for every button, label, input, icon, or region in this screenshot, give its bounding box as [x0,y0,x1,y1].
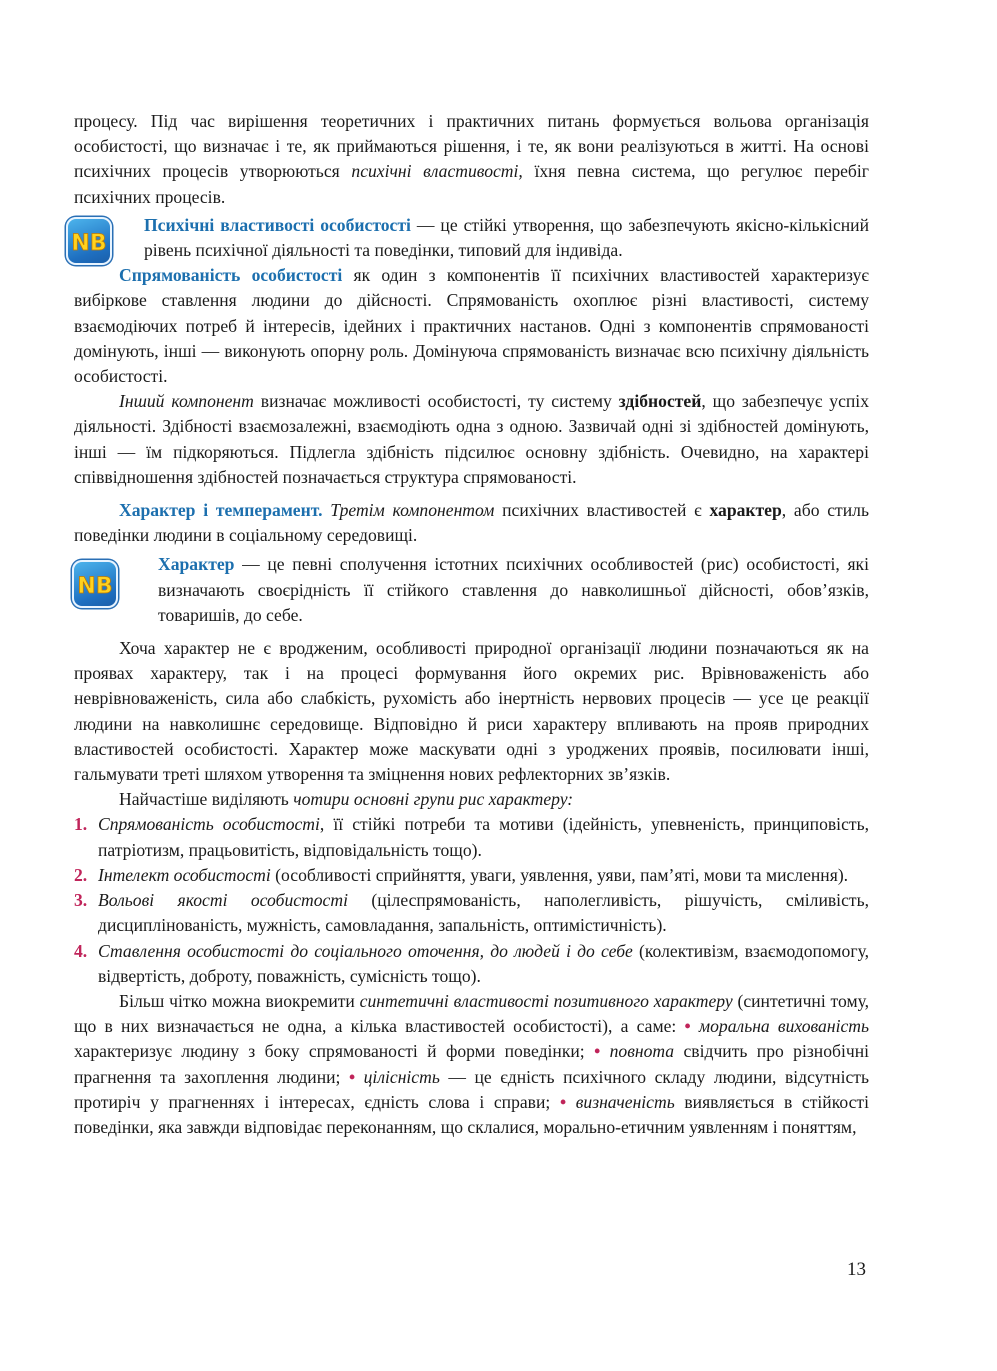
page-number: 13 [847,1259,866,1280]
paragraph-3: Інший компонент визначає можливості особистості, ту систему здібностей, що забезпечує успіх діяльності. Здібності взаємозалежні, взаємодіють одна з одною. Зазвичай одні зі здібностей домінують, інші — їм підкоряються. Підлегла здібність підсилює основну здібність. Очевидно, на характері співвідношення здібностей позначається структура спрямованості. [74,391,869,487]
list-item: 1. Спрямованість особистості, її стійкі потреби та мотиви (ідейність, упевненість, принциповість, патріотизм, працьовитість, відповідальність тощо). [74,814,869,860]
list-item: 3. Вольові якості особистості (цілеспрямованість, наполегливість, рішучість, сміливість, дисциплінованість, мужність, самовладання, запальність, оптимістичність). [74,890,869,936]
definition-1: Психічні властивості особистості — це стійкі утворення, що забезпечують якісно-кількісний рівень психічної діяльності та поведінки, типовий для індивіда. [144,214,870,261]
svg-text:NB: NB [77,574,113,600]
paragraph-7: Більш чітко можна виокремити синтетичні властивості позитивного характеру (синтетичні тому, що в них визначається не одна, а кілька властивостей особистості), а саме: • моральна вихованість характеризує людину з боку спрямованості й форми поведінки; • повнота свідчить про різнобічні прагнення та захоплення людини; • цілісність — це єдність психічного складу людини, відсутність протиріч у прагненнях і інтересах, єдність слова і справи; • визначеність виявляється в стійкості поведінки, яка завжди відповідає переконанням, що склалися, морально-етичним уявленням і поняттям, [74,990,870,1137]
definition-block-1 [71,213,870,263]
list-item: 4. Ставлення особистості до соціального оточення, до людей і до себе (колективізм, взаємодопомогу, відвертість, доброту, поважність, сумісність тощо). [74,940,869,986]
page-content [71,109,870,1140]
paragraph-5: Хоча характер не є вродженим, особливості природної організації людини позначаються як на проявах характеру, так і на процесі формування його окремих рис. Врівноваженість або неврівноваженість, сила або слабкість, рухомість або інертність нервових процесів — усе це реакції людини на навколишнє середовище. Відповідно й риси характеру впливають на прояв природних властивостей особистості. Характер може маскувати одні з уроджених проявів, посилювати інші, гальмувати треті шляхом утворення та зміцнення нових рефлекторних зв’язків. [74,638,869,785]
paragraph-2: Спрямованість особистості як один з компонентів її психічних властивостей характеризує вибіркове ставлення людини до дійсності. Спрямованість охоплює різні властивості, систему взаємодіючих потреб й інтересів, ідейних і практичних настанов. Одні з компонентів спрямованості домінують, інші — виконують опорну роль. Домінуюча спрямованість визначає всю психічну діяльність особистості. [74,265,869,387]
definition-2: Характер — це певні сполучення істотних психічних особливостей (рис) особистості, які визначають своєрідність її стійкого ставлення до навколишньої дійсності, обов’язків, товаришів, до себе. [158,554,869,625]
nb-icon [66,217,112,265]
nb-icon [72,560,118,608]
paragraph-6: Найчастіше виділяють чотири основні групи рис характеру: [119,789,574,810]
list-item: 2. Інтелект особистості (особливості сприйняття, уваги, уявлення, уяви, пам’яті, мови та мислення). [74,864,849,885]
trait-list [74,812,869,988]
definition-block-2 [74,552,869,628]
svg-text:NB: NB [71,230,107,256]
paragraph-4: Характер і темперамент. Третім компонентом психічних властивостей є характер, або стиль поведінки людини в соціальному середовищі. [74,500,869,546]
paragraph-1: процесу. Під час вирішення теоретичних і практичних питань формується вольова організація особистості, що визначає і те, як приймаються рішення, і те, як вони реалізуються в житті. На основі психічних процесів утворюються психічні властивості, їхня певна система, що регулює перебіг психічних процесів. [74,111,869,207]
